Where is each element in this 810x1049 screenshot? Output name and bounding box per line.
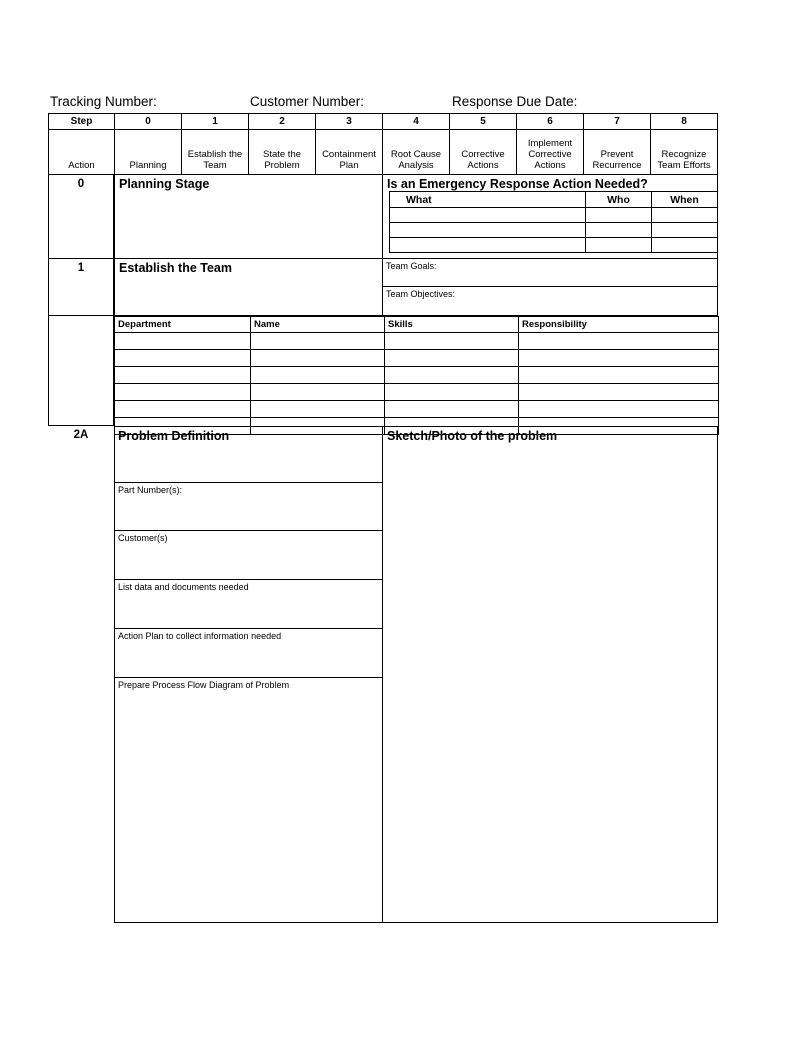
member-name-input[interactable] <box>251 333 385 350</box>
table-row <box>115 367 719 384</box>
member-responsibility-input[interactable] <box>519 384 719 401</box>
problem-definition-panel <box>114 426 383 923</box>
member-name-input[interactable] <box>251 367 385 384</box>
emergency-row <box>390 208 718 223</box>
problem-definition-title: Problem Definition <box>115 427 382 483</box>
member-skills-input[interactable] <box>385 384 519 401</box>
team-members-header-row <box>115 317 719 333</box>
step-action-grid <box>48 113 718 175</box>
customers-field[interactable] <box>115 531 382 580</box>
member-skills-input[interactable] <box>385 401 519 418</box>
member-skills-input[interactable] <box>385 367 519 384</box>
team-objectives-field[interactable] <box>383 287 717 315</box>
step-action-6: Implement Corrective Actions <box>517 130 584 175</box>
members-col-department: Department <box>115 317 251 333</box>
emergency-col-who: Who <box>586 192 652 208</box>
part-numbers-label: Part Number(s): <box>118 485 183 495</box>
data-documents-label: List data and documents needed <box>118 582 249 592</box>
action-header-cell: Action <box>49 130 115 175</box>
step-action-4: Root Cause Analysis <box>383 130 450 175</box>
section-team-members <box>48 316 718 426</box>
step-header-cell: Step <box>49 114 115 130</box>
team-goals-label: Team Goals: <box>386 261 437 271</box>
customer-number-label: Customer Number: <box>250 94 365 109</box>
step-number-row <box>49 114 718 130</box>
step-number-8: 8 <box>651 114 718 130</box>
step-cell-members <box>48 316 114 426</box>
member-responsibility-input[interactable] <box>519 350 719 367</box>
emergency-when-input[interactable] <box>652 223 718 238</box>
form-header-fields <box>48 94 720 112</box>
establish-team-title: Establish the Team <box>119 261 232 275</box>
data-documents-field[interactable] <box>115 580 382 629</box>
step-number-7: 7 <box>584 114 651 130</box>
customers-label: Customer(s) <box>118 533 168 543</box>
process-flow-field[interactable] <box>115 678 382 922</box>
team-objectives-label: Team Objectives: <box>386 289 456 299</box>
step-number-5: 5 <box>450 114 517 130</box>
emergency-row <box>390 223 718 238</box>
member-department-input[interactable] <box>115 384 251 401</box>
step-action-8: Recognize Team Efforts <box>651 130 718 175</box>
step-action-1: Establish the Team <box>182 130 249 175</box>
part-numbers-field[interactable] <box>115 483 382 531</box>
member-department-input[interactable] <box>115 333 251 350</box>
members-col-skills: Skills <box>385 317 519 333</box>
section-establish-team <box>48 259 718 316</box>
member-responsibility-input[interactable] <box>519 333 719 350</box>
step-cell-2a: 2A <box>73 429 89 441</box>
emergency-header-row <box>390 192 718 208</box>
emergency-when-input[interactable] <box>652 208 718 223</box>
table-row <box>115 333 719 350</box>
emergency-response-title: Is an Emergency Response Action Needed? <box>387 177 648 191</box>
planning-stage-panel[interactable] <box>114 175 383 259</box>
establish-team-panel[interactable] <box>114 259 383 316</box>
emergency-response-panel <box>383 175 718 259</box>
emergency-col-what: What <box>390 192 586 208</box>
team-goals-panel <box>383 259 718 316</box>
emergency-who-input[interactable] <box>586 208 652 223</box>
sketch-photo-title: Sketch/Photo of the problem <box>387 429 558 443</box>
team-goals-field[interactable] <box>383 259 717 287</box>
action-plan-label: Action Plan to collect information needed <box>118 631 282 641</box>
step-number-1: 1 <box>182 114 249 130</box>
members-col-name: Name <box>251 317 385 333</box>
emergency-what-input[interactable] <box>390 223 586 238</box>
member-name-input[interactable] <box>251 401 385 418</box>
emergency-what-input[interactable] <box>390 208 586 223</box>
step-action-row <box>49 130 718 175</box>
team-members-panel <box>114 316 718 426</box>
step-cell-1: 1 <box>48 259 114 316</box>
member-name-input[interactable] <box>251 350 385 367</box>
member-skills-input[interactable] <box>385 350 519 367</box>
section-planning-stage <box>48 175 718 259</box>
step-action-7: Prevent Recurrence <box>584 130 651 175</box>
member-department-input[interactable] <box>115 367 251 384</box>
action-plan-field[interactable] <box>115 629 382 678</box>
step-action-5: Corrective Actions <box>450 130 517 175</box>
step-action-3: Containment Plan <box>316 130 383 175</box>
planning-stage-title: Planning Stage <box>119 177 210 191</box>
emergency-response-table <box>389 191 718 253</box>
member-department-input[interactable] <box>115 401 251 418</box>
step-number-0: 0 <box>115 114 182 130</box>
member-name-input[interactable] <box>251 384 385 401</box>
member-skills-input[interactable] <box>385 333 519 350</box>
step-number-3: 3 <box>316 114 383 130</box>
process-flow-label: Prepare Process Flow Diagram of Problem <box>118 680 290 690</box>
tracking-number-label: Tracking Number: <box>50 94 157 109</box>
member-responsibility-input[interactable] <box>519 401 719 418</box>
member-department-input[interactable] <box>115 350 251 367</box>
eight-d-form <box>48 113 718 923</box>
table-row <box>115 401 719 418</box>
step-number-6: 6 <box>517 114 584 130</box>
team-members-table <box>114 316 719 435</box>
step-cell-0: 0 <box>48 175 114 259</box>
response-due-date-label: Response Due Date: <box>452 94 578 109</box>
member-responsibility-input[interactable] <box>519 367 719 384</box>
members-col-responsibility: Responsibility <box>519 317 719 333</box>
emergency-col-when: When <box>652 192 718 208</box>
step-number-4: 4 <box>383 114 450 130</box>
section-problem-definition <box>48 426 718 923</box>
emergency-what-input[interactable] <box>390 238 586 253</box>
emergency-who-input[interactable] <box>586 238 652 253</box>
table-row <box>115 350 719 367</box>
step-action-0: Planning <box>115 130 182 175</box>
emergency-row <box>390 238 718 253</box>
step-action-2: State the Problem <box>249 130 316 175</box>
table-row <box>115 384 719 401</box>
step-number-2: 2 <box>249 114 316 130</box>
emergency-who-input[interactable] <box>586 223 652 238</box>
emergency-when-input[interactable] <box>652 238 718 253</box>
sketch-photo-panel[interactable] <box>383 426 718 923</box>
